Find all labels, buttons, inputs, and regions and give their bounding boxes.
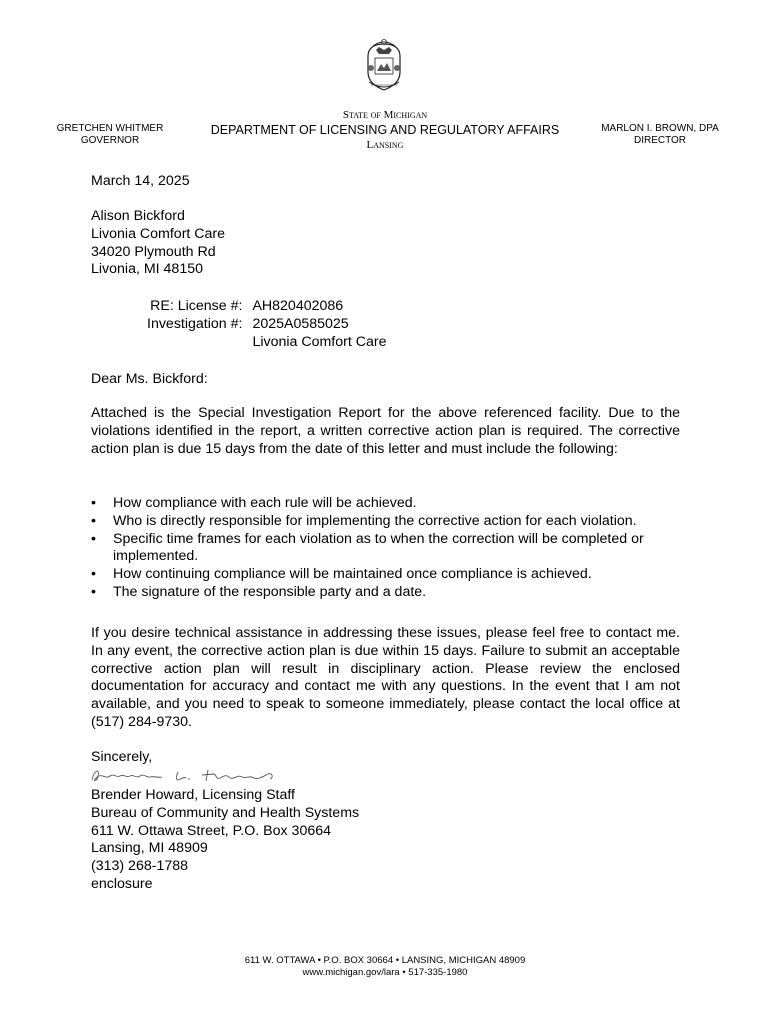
director-block xyxy=(590,123,730,147)
bullet-icon: • xyxy=(91,495,96,511)
footer-address: 611 W. OTTAWA • P.O. BOX 30664 • LANSING, MICHIGAN 48909 xyxy=(244,955,526,966)
list-item: • Who is directly responsible for implementing the corrective action for each violation. xyxy=(91,512,637,529)
license-label: RE: License #: xyxy=(150,298,243,314)
license-number: AH820402086 xyxy=(252,298,344,314)
recipient-address xyxy=(91,208,225,279)
director-title: DIRECTOR xyxy=(633,135,687,146)
signer-name-title: Brender Howard, Licensing Staff xyxy=(91,787,295,803)
bullet-icon: • xyxy=(91,583,96,600)
governor-title: GOVERNOR xyxy=(80,135,140,146)
list-item: • How compliance with each rule will be achieved. xyxy=(91,495,417,511)
governor-block xyxy=(40,123,180,147)
recipient-street: 34020 Plymouth Rd xyxy=(91,243,216,260)
investigation-label: Investigation #: xyxy=(147,315,243,332)
footer-web-phone: www.michigan.gov/lara • 517-335-1980 xyxy=(302,967,468,978)
department-name: DEPARTMENT OF LICENSING AND REGULATORY AFFAIRS xyxy=(210,123,560,137)
signer-street: 611 W. Ottawa Street, P.O. Box 30664 xyxy=(91,822,332,839)
bullet-icon: • xyxy=(91,566,96,583)
list-item: • Specific time frames for each violation as to when the correction will be completed or implemented. xyxy=(91,530,644,565)
state-name: State of Michigan xyxy=(342,109,428,121)
investigation-number: 2025A0585025 xyxy=(252,315,349,332)
director-name: MARLON I. BROWN, DPA xyxy=(601,123,719,134)
paragraph-assistance: If you desire technical assistance in addressing these issues, please feel free to contact me. In any event, the corrective action plan is due within 15 days. Failure to submit an acceptable corrective action plan will result in disciplinary action. Please review the enclosed documentation for accuracy and contact me with any questions. In the event that I am not available, and you need to speak to someone immediately, please contact the local office at (517) 284-9730. xyxy=(91,625,680,730)
reference-facility: Livonia Comfort Care xyxy=(252,333,387,350)
signer-city: Lansing, MI 48909 xyxy=(91,840,208,857)
reference-block xyxy=(147,298,387,351)
closing: Sincerely, xyxy=(91,749,153,765)
signer-bureau: Bureau of Community and Health Systems xyxy=(91,804,360,821)
requirements-list xyxy=(91,495,691,602)
handwritten-signature xyxy=(88,764,288,786)
bullet-icon: • xyxy=(91,512,96,529)
michigan-seal-icon xyxy=(359,38,409,94)
list-item: • The signature of the responsible party and a date. xyxy=(91,583,427,600)
governor-name: GRETCHEN WHITMER xyxy=(56,123,164,134)
signer-phone: (313) 268-1788 xyxy=(91,858,189,875)
recipient-name: Alison Bickford xyxy=(91,208,185,224)
city-name: Lansing xyxy=(366,139,404,151)
salutation: Dear Ms. Bickford: xyxy=(91,371,208,387)
enclosure-note: enclosure xyxy=(91,875,153,892)
signature-block xyxy=(91,787,359,894)
footer xyxy=(0,955,770,979)
recipient-facility: Livonia Comfort Care xyxy=(91,225,226,242)
list-item: • How continuing compliance will be maintained once compliance is achieved. xyxy=(91,566,592,583)
bullet-icon: • xyxy=(91,530,96,547)
letter-date: March 14, 2025 xyxy=(91,173,190,189)
paragraph-intro: Attached is the Special Investigation Report for the above referenced facility. Due to the violations identified in the report, a written corrective action plan is required. The corrective action plan is due 15 days from the date of this letter and must include the following: xyxy=(91,405,680,457)
recipient-city: Livonia, MI 48150 xyxy=(91,261,203,278)
